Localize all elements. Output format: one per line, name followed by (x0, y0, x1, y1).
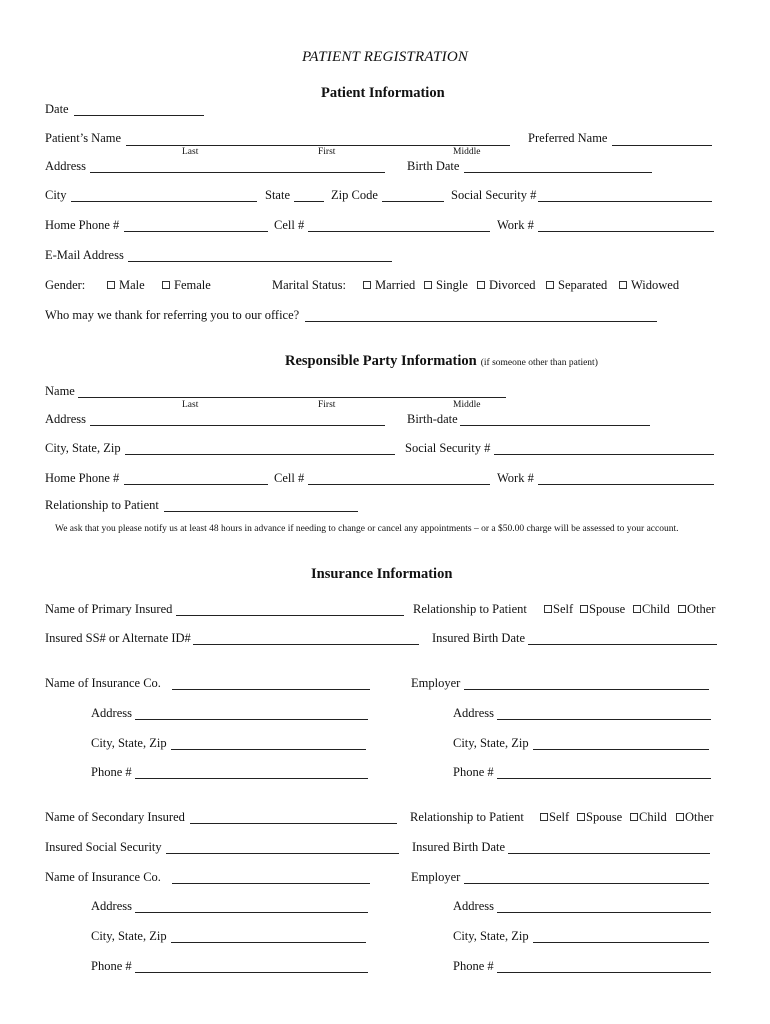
checkbox-icon (633, 605, 641, 613)
secondary-rel-child-checkbox[interactable] (630, 810, 667, 824)
secondary-employer-field[interactable] (464, 883, 709, 884)
responsible-city-field[interactable] (125, 454, 395, 455)
primary-emp-city-label: City, State, Zip (453, 736, 529, 750)
secondary-company-field[interactable] (172, 883, 370, 884)
home-phone-label: Home Phone # (45, 218, 120, 232)
cell-label: Cell # (274, 218, 305, 232)
secondary-birthdate-label: Insured Birth Date (412, 840, 506, 854)
responsible-name-field[interactable] (78, 397, 506, 398)
patient-name-field[interactable] (126, 145, 510, 146)
email-label: E-Mail Address (45, 248, 124, 262)
marital-single-label: Single (436, 278, 468, 292)
primary-insured-label: Name of Primary Insured (45, 602, 173, 616)
zip-label: Zip Code (331, 188, 378, 202)
primary-rel-other-label: Other (687, 602, 716, 616)
primary-ins-city-label: City, State, Zip (91, 736, 167, 750)
name-sublabel-last: Last (182, 147, 199, 157)
checkbox-icon (162, 281, 170, 289)
primary-emp-phone-label: Phone # (453, 765, 494, 779)
marital-divorced-label: Divorced (489, 278, 536, 292)
primary-rel-spouse-label: Spouse (589, 602, 626, 616)
primary-ins-phone-label: Phone # (91, 765, 132, 779)
responsible-heading: Responsible Party Information (285, 353, 477, 369)
secondary-employer-label: Employer (411, 870, 461, 884)
primary-ssn-label: Insured SS# or Alternate ID# (45, 631, 191, 645)
preferred-name-field[interactable] (612, 145, 712, 146)
responsible-city-label: City, State, Zip (45, 441, 121, 455)
responsible-sublabel-first: First (318, 400, 336, 410)
secondary-rel-other-checkbox[interactable] (676, 810, 713, 824)
name-sublabel-middle: Middle (453, 147, 481, 157)
responsible-name-label: Name (45, 384, 75, 398)
responsible-heading-note: (if someone other than patient) (480, 358, 598, 368)
checkbox-icon (363, 281, 371, 289)
secondary-ins-phone-label: Phone # (91, 959, 132, 973)
checkbox-icon (540, 813, 548, 821)
primary-ins-city-field[interactable] (171, 749, 366, 750)
secondary-rel-spouse-label: Spouse (586, 810, 623, 824)
primary-emp-city-field[interactable] (533, 749, 709, 750)
form-title: PATIENT REGISTRATION (302, 49, 469, 65)
work-label: Work # (497, 218, 534, 232)
secondary-rel-self-label: Self (549, 810, 570, 824)
responsible-work-field[interactable] (538, 484, 714, 485)
primary-ins-phone-field[interactable] (135, 778, 368, 779)
responsible-home-phone-field[interactable] (124, 484, 268, 485)
primary-birthdate-label: Insured Birth Date (432, 631, 526, 645)
marital-divorced-checkbox[interactable] (477, 278, 536, 292)
patient-name-label: Patient’s Name (45, 131, 122, 145)
secondary-emp-address-field[interactable] (497, 912, 711, 913)
primary-rel-other-checkbox[interactable] (678, 602, 715, 616)
primary-emp-address-label: Address (453, 706, 494, 720)
marital-widowed-checkbox[interactable] (619, 278, 679, 292)
secondary-emp-phone-field[interactable] (497, 972, 711, 973)
marital-separated-label: Separated (558, 278, 608, 292)
secondary-birthdate-field[interactable] (508, 853, 710, 854)
secondary-rel-other-label: Other (685, 810, 714, 824)
primary-company-field[interactable] (172, 689, 370, 690)
home-phone-field[interactable] (124, 231, 268, 232)
checkbox-icon (630, 813, 638, 821)
checkbox-icon (544, 605, 552, 613)
primary-ssn-field[interactable] (193, 644, 419, 645)
gender-female-label: Female (174, 278, 211, 292)
checkbox-icon (424, 281, 432, 289)
secondary-ins-city-field[interactable] (171, 942, 366, 943)
referral-field[interactable] (305, 321, 657, 322)
checkbox-icon (477, 281, 485, 289)
primary-birthdate-field[interactable] (528, 644, 717, 645)
birth-date-field[interactable] (464, 172, 652, 173)
secondary-insured-label: Name of Secondary Insured (45, 810, 185, 824)
secondary-ins-address-label: Address (91, 899, 132, 913)
primary-insured-field[interactable] (176, 615, 404, 616)
responsible-sublabel-last: Last (182, 400, 199, 410)
secondary-rel-child-label: Child (639, 810, 667, 824)
secondary-rel-spouse-checkbox[interactable] (577, 810, 622, 824)
checkbox-icon (546, 281, 554, 289)
responsible-home-phone-label: Home Phone # (45, 471, 120, 485)
checkbox-icon (577, 813, 585, 821)
responsible-address-field[interactable] (90, 425, 385, 426)
secondary-emp-phone-label: Phone # (453, 959, 494, 973)
responsible-birthdate-label: Birth-date (407, 412, 458, 426)
state-label: State (265, 188, 290, 202)
checkbox-icon (107, 281, 115, 289)
responsible-cell-field[interactable] (308, 484, 490, 485)
secondary-ssn-field[interactable] (166, 853, 399, 854)
primary-emp-phone-field[interactable] (497, 778, 711, 779)
responsible-work-label: Work # (497, 471, 534, 485)
marital-status-label: Marital Status: (272, 278, 346, 292)
birth-date-label: Birth Date (407, 159, 460, 173)
ssn-label: Social Security # (451, 188, 537, 202)
relationship-label: Relationship to Patient (45, 498, 159, 512)
city-label: City (45, 188, 67, 202)
gender-male-checkbox[interactable] (107, 278, 145, 292)
marital-married-checkbox[interactable] (363, 278, 415, 292)
secondary-emp-city-label: City, State, Zip (453, 929, 529, 943)
ssn-field[interactable] (538, 201, 712, 202)
responsible-heading-row (285, 352, 598, 370)
responsible-birthdate-field[interactable] (460, 425, 650, 426)
secondary-insured-field[interactable] (190, 823, 397, 824)
secondary-company-label: Name of Insurance Co. (45, 870, 161, 884)
name-sublabel-first: First (318, 147, 336, 157)
gender-female-checkbox[interactable] (162, 278, 211, 292)
email-field[interactable] (128, 261, 392, 262)
preferred-name-label: Preferred Name (528, 131, 608, 145)
gender-male-label: Male (119, 278, 145, 292)
primary-employer-field[interactable] (464, 689, 709, 690)
primary-rel-self-checkbox[interactable] (544, 602, 573, 616)
primary-ins-address-field[interactable] (135, 719, 368, 720)
checkbox-icon (676, 813, 684, 821)
checkbox-icon (580, 605, 588, 613)
marital-widowed-label: Widowed (631, 278, 680, 292)
city-field[interactable] (71, 201, 257, 202)
responsible-address-label: Address (45, 412, 86, 426)
primary-employer-label: Employer (411, 676, 461, 690)
primary-rel-spouse-checkbox[interactable] (580, 602, 625, 616)
address-label: Address (45, 159, 86, 173)
date-label: Date (45, 102, 69, 116)
primary-company-label: Name of Insurance Co. (45, 676, 161, 690)
primary-rel-self-label: Self (553, 602, 574, 616)
referral-label: Who may we thank for referring you to our office? (45, 308, 300, 322)
responsible-ssn-label: Social Security # (405, 441, 491, 455)
patient-info-heading: Patient Information (321, 85, 445, 101)
secondary-relationship-label: Relationship to Patient (410, 810, 524, 824)
insurance-heading: Insurance Information (311, 566, 453, 582)
marital-single-checkbox[interactable] (424, 278, 468, 292)
work-field[interactable] (538, 231, 714, 232)
secondary-ins-phone-field[interactable] (135, 972, 368, 973)
secondary-ins-city-label: City, State, Zip (91, 929, 167, 943)
responsible-cell-label: Cell # (274, 471, 305, 485)
primary-relationship-label: Relationship to Patient (413, 602, 527, 616)
gender-label: Gender: (45, 278, 86, 292)
primary-rel-child-label: Child (642, 602, 670, 616)
primary-rel-child-checkbox[interactable] (633, 602, 670, 616)
checkbox-icon (678, 605, 686, 613)
address-field[interactable] (90, 172, 385, 173)
secondary-ssn-label: Insured Social Security (45, 840, 162, 854)
secondary-rel-self-checkbox[interactable] (540, 810, 569, 824)
cancellation-notice: We ask that you please notify us at least 48 hours in advance if needing to change or cancel any appointments – or a $50.00 charge will be assessed to your account. (55, 524, 679, 534)
marital-separated-checkbox[interactable] (546, 278, 607, 292)
date-field[interactable] (74, 115, 204, 116)
secondary-emp-city-field[interactable] (533, 942, 709, 943)
responsible-ssn-field[interactable] (494, 454, 714, 455)
relationship-field[interactable] (164, 511, 358, 512)
secondary-emp-address-label: Address (453, 899, 494, 913)
state-field[interactable] (294, 201, 324, 202)
primary-emp-address-field[interactable] (497, 719, 711, 720)
checkbox-icon (619, 281, 627, 289)
primary-ins-address-label: Address (91, 706, 132, 720)
marital-married-label: Married (375, 278, 416, 292)
cell-field[interactable] (308, 231, 490, 232)
responsible-sublabel-middle: Middle (453, 400, 481, 410)
secondary-ins-address-field[interactable] (135, 912, 368, 913)
zip-field[interactable] (382, 201, 444, 202)
